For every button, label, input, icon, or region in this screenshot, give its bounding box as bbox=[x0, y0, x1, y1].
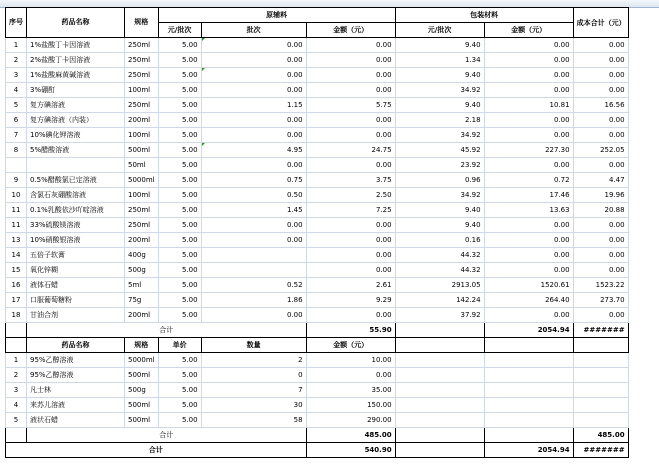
table-row bbox=[6, 38, 629, 53]
cell-amount[interactable]: 0.00 bbox=[306, 218, 395, 233]
cell-amount[interactable]: 0.00 bbox=[306, 83, 395, 98]
cell-seq[interactable]: 3 bbox=[6, 68, 27, 83]
cell-price[interactable]: 5.00 bbox=[158, 368, 201, 383]
cell-unit-batch[interactable]: 5.00 bbox=[158, 248, 201, 263]
cell-batch[interactable]: 0.00 bbox=[201, 38, 306, 53]
cell-batch[interactable]: 0.00 bbox=[201, 53, 306, 68]
cell-blank[interactable] bbox=[395, 323, 484, 338]
table-row bbox=[6, 188, 629, 203]
cell-unit-batch[interactable]: 5.00 bbox=[158, 218, 201, 233]
cell-name[interactable]: 凡士林 bbox=[27, 383, 125, 398]
cell-seq[interactable]: 3 bbox=[6, 383, 27, 398]
cell-seq[interactable]: 14 bbox=[6, 248, 27, 263]
header-unit-batch: 元/批次 bbox=[158, 23, 201, 38]
cell-spec[interactable]: 250ml bbox=[125, 98, 159, 113]
cell-batch[interactable]: 4.95 bbox=[201, 143, 306, 158]
cell-qty[interactable]: 2 bbox=[201, 353, 306, 368]
cell-cost[interactable]: 19.96 bbox=[573, 188, 628, 203]
cell-name[interactable]: 10%硝酸银溶液 bbox=[27, 233, 125, 248]
cell-pack-unit[interactable]: 142.24 bbox=[395, 293, 484, 308]
cell-amount[interactable]: 0.00 bbox=[306, 128, 395, 143]
cell-unit-batch[interactable]: 5.00 bbox=[158, 158, 201, 173]
cell-blank[interactable] bbox=[395, 428, 484, 443]
cell-cost[interactable]: 252.05 bbox=[573, 143, 628, 158]
cell-seq[interactable]: 18 bbox=[6, 308, 27, 323]
cell-seq[interactable]: 5 bbox=[6, 98, 27, 113]
cell-pack-amount[interactable]: 0.00 bbox=[484, 68, 573, 83]
table-row bbox=[6, 248, 629, 263]
cell-pack-amount[interactable]: 0.00 bbox=[484, 308, 573, 323]
cell-cost[interactable]: 0.00 bbox=[573, 218, 628, 233]
cell-name[interactable]: 0.1%乳酸依沙吖啶溶液 bbox=[27, 203, 125, 218]
cell-pack-unit[interactable]: 34.92 bbox=[395, 83, 484, 98]
cell-pack-amount[interactable]: 227.30 bbox=[484, 143, 573, 158]
cell-spec[interactable]: 100ml bbox=[125, 83, 159, 98]
table-row bbox=[6, 413, 629, 428]
cell-cost[interactable]: 1523.22 bbox=[573, 278, 628, 293]
cell-amount[interactable]: 2.50 bbox=[306, 188, 395, 203]
header2-amount[interactable]: 金额（元） bbox=[306, 338, 395, 353]
table-row bbox=[6, 83, 629, 98]
header2-name[interactable]: 药品名称 bbox=[27, 338, 125, 353]
cell-name[interactable]: 复方碘溶液 bbox=[27, 98, 125, 113]
cell-unit-batch[interactable]: 5.00 bbox=[158, 203, 201, 218]
cell-amount[interactable]: 35.00 bbox=[306, 383, 395, 398]
cell-seq[interactable]: 1 bbox=[6, 38, 27, 53]
grand-total-cost[interactable]: ####### bbox=[573, 443, 628, 458]
cell-pack-unit[interactable]: 0.96 bbox=[395, 173, 484, 188]
cell-pack-unit[interactable]: 45.92 bbox=[395, 143, 484, 158]
cell-spec[interactable]: 500ml bbox=[125, 143, 159, 158]
header-pack: 包装材料 bbox=[395, 8, 573, 23]
cell-amount[interactable]: 7.25 bbox=[306, 203, 395, 218]
cell-batch[interactable]: 1.86 bbox=[201, 293, 306, 308]
cell-batch[interactable]: 0.50 bbox=[201, 188, 306, 203]
cell-pack-unit[interactable]: 44.32 bbox=[395, 263, 484, 278]
header-batch: 批次 bbox=[201, 23, 306, 38]
cell-batch[interactable]: 0.00 bbox=[201, 308, 306, 323]
cell-spec[interactable]: 100ml bbox=[125, 188, 159, 203]
cell-blank[interactable] bbox=[484, 398, 573, 413]
cell-pack-unit[interactable]: 9.40 bbox=[395, 98, 484, 113]
grand-total-label[interactable]: 合计 bbox=[6, 443, 307, 458]
cell-cost[interactable]: 0.00 bbox=[573, 308, 628, 323]
cell-batch[interactable]: 1.15 bbox=[201, 98, 306, 113]
table-row bbox=[6, 173, 629, 188]
cell-seq[interactable]: 4 bbox=[6, 398, 27, 413]
subtotal2-row bbox=[6, 428, 629, 443]
cell-pack-amount[interactable]: 17.46 bbox=[484, 188, 573, 203]
cell-pack-amount[interactable]: 0.00 bbox=[484, 263, 573, 278]
table-row bbox=[6, 53, 629, 68]
cell-amount[interactable]: 5.75 bbox=[306, 98, 395, 113]
cell-spec[interactable]: 5000ml bbox=[125, 173, 159, 188]
cell-batch[interactable]: 0.00 bbox=[201, 113, 306, 128]
subtotal-amount[interactable]: 55.90 bbox=[306, 323, 395, 338]
cell-blank[interactable] bbox=[395, 398, 484, 413]
cell-unit-batch[interactable]: 5.00 bbox=[158, 278, 201, 293]
cell-unit-batch[interactable]: 5.00 bbox=[158, 98, 201, 113]
cell-amount[interactable]: 24.75 bbox=[306, 143, 395, 158]
cell-name[interactable]: 5%醋酸溶液 bbox=[27, 143, 125, 158]
cell-unit-batch[interactable]: 5.00 bbox=[158, 233, 201, 248]
cell-batch[interactable]: 0.00 bbox=[201, 233, 306, 248]
cell-cost[interactable]: 0.00 bbox=[573, 68, 628, 83]
cell-spec[interactable]: 250ml bbox=[125, 53, 159, 68]
cell-spec[interactable]: 500ml bbox=[125, 398, 159, 413]
cell-seq[interactable]: 10 bbox=[6, 188, 27, 203]
cell-cost[interactable]: 0.00 bbox=[573, 233, 628, 248]
cell-seq[interactable]: 1 bbox=[6, 353, 27, 368]
table-row bbox=[6, 383, 629, 398]
cell-pack-unit[interactable]: 37.92 bbox=[395, 308, 484, 323]
cell-spec[interactable]: 250ml bbox=[125, 38, 159, 53]
cell-amount[interactable]: 0.00 bbox=[306, 53, 395, 68]
cell-pack-unit[interactable]: 0.16 bbox=[395, 233, 484, 248]
cell-blank[interactable] bbox=[395, 368, 484, 383]
cell-pack-amount[interactable]: 0.00 bbox=[484, 158, 573, 173]
cell-spec[interactable]: 250ml bbox=[125, 203, 159, 218]
cell-amount[interactable]: 0.00 bbox=[306, 233, 395, 248]
cell-pack-amount[interactable]: 0.00 bbox=[484, 83, 573, 98]
cell-blank[interactable] bbox=[484, 383, 573, 398]
cost-table bbox=[5, 7, 629, 458]
cell-blank[interactable] bbox=[573, 353, 628, 368]
cell-seq[interactable]: 9 bbox=[6, 173, 27, 188]
cell-blank[interactable] bbox=[573, 413, 628, 428]
cell-blank[interactable] bbox=[573, 383, 628, 398]
cell-spec[interactable]: 200ml bbox=[125, 308, 159, 323]
header2-qty[interactable]: 数量 bbox=[201, 338, 306, 353]
cell-name[interactable]: 10%碘化钾溶液 bbox=[27, 128, 125, 143]
cell-spec[interactable]: 200ml bbox=[125, 113, 159, 128]
cell-blank[interactable] bbox=[6, 323, 27, 338]
cell-spec[interactable]: 5000ml bbox=[125, 353, 159, 368]
cell-blank[interactable] bbox=[484, 413, 573, 428]
cell-spec[interactable]: 500g bbox=[125, 263, 159, 278]
cell-pack-unit[interactable]: 2.18 bbox=[395, 113, 484, 128]
grand-total-pack-amount[interactable]: 2054.94 bbox=[484, 443, 573, 458]
subtotal-pack-amount[interactable]: 2054.94 bbox=[484, 323, 573, 338]
cell-cost[interactable]: 4.47 bbox=[573, 173, 628, 188]
cell-cost[interactable]: 0.00 bbox=[573, 83, 628, 98]
table-row bbox=[6, 308, 629, 323]
cell-cost[interactable]: 0.00 bbox=[573, 248, 628, 263]
cell-amount[interactable]: 0.00 bbox=[306, 68, 395, 83]
cell-amount[interactable]: 0.00 bbox=[306, 368, 395, 383]
table-row bbox=[6, 398, 629, 413]
cell-price[interactable]: 5.00 bbox=[158, 398, 201, 413]
cell-batch[interactable]: 0.75 bbox=[201, 173, 306, 188]
cell-amount[interactable]: 0.00 bbox=[306, 158, 395, 173]
cell-pack-unit[interactable]: 23.92 bbox=[395, 158, 484, 173]
cell-name[interactable]: 五倍子软膏 bbox=[27, 248, 125, 263]
header-unit-batch-2: 元/批次 bbox=[395, 23, 484, 38]
cell-pack-unit[interactable]: 9.40 bbox=[395, 68, 484, 83]
cell-name[interactable]: 1%盐酸麻黄碱溶液 bbox=[27, 68, 125, 83]
cell-unit-batch[interactable]: 5.00 bbox=[158, 143, 201, 158]
cell-blank[interactable] bbox=[395, 443, 484, 458]
cell-amount[interactable]: 0.00 bbox=[306, 248, 395, 263]
cell-cost[interactable]: 0.00 bbox=[573, 128, 628, 143]
cell-name[interactable]: 液状石蜡 bbox=[27, 413, 125, 428]
cell-cost[interactable]: 20.88 bbox=[573, 203, 628, 218]
cell-spec[interactable]: 5ml bbox=[125, 278, 159, 293]
cell-qty[interactable]: 30 bbox=[201, 398, 306, 413]
cell-amount[interactable]: 0.00 bbox=[306, 308, 395, 323]
table-row bbox=[6, 113, 629, 128]
cell-price[interactable]: 5.00 bbox=[158, 383, 201, 398]
cell-unit-batch[interactable]: 5.00 bbox=[158, 113, 201, 128]
table-row bbox=[6, 68, 629, 83]
cell-batch[interactable]: 0.00 bbox=[201, 218, 306, 233]
cell-seq[interactable]: 17 bbox=[6, 293, 27, 308]
cell-spec[interactable]: 100ml bbox=[125, 128, 159, 143]
cell-batch[interactable]: 1.45 bbox=[201, 203, 306, 218]
cell-cost[interactable]: 16.56 bbox=[573, 98, 628, 113]
table-row bbox=[6, 158, 629, 173]
cell-amount[interactable]: 3.75 bbox=[306, 173, 395, 188]
cell-cost[interactable]: 0.00 bbox=[573, 113, 628, 128]
header-amount-2: 金额（元） bbox=[484, 23, 573, 38]
cell-pack-unit[interactable]: 34.92 bbox=[395, 128, 484, 143]
header-raw: 原辅料 bbox=[158, 8, 395, 23]
subtotal-cost[interactable]: ####### bbox=[573, 323, 628, 338]
cell-pack-amount[interactable]: 0.00 bbox=[484, 128, 573, 143]
cell-seq[interactable]: 11 bbox=[6, 218, 27, 233]
cell-spec[interactable]: 50ml bbox=[125, 158, 159, 173]
subtotal-label[interactable]: 合计 bbox=[27, 323, 307, 338]
cell-qty[interactable]: 58 bbox=[201, 413, 306, 428]
cell-seq[interactable]: 13 bbox=[6, 233, 27, 248]
table-row bbox=[6, 353, 629, 368]
cell-cost[interactable]: 0.00 bbox=[573, 263, 628, 278]
cell-blank[interactable] bbox=[395, 353, 484, 368]
cell-blank[interactable] bbox=[484, 338, 573, 353]
cell-unit-batch[interactable]: 5.00 bbox=[158, 263, 201, 278]
header-seq: 序号 bbox=[6, 8, 27, 38]
cell-spec[interactable]: 250ml bbox=[125, 68, 159, 83]
subtotal2-amount[interactable]: 485.00 bbox=[306, 428, 395, 443]
cell-name[interactable]: 2%盐酸丁卡因溶液 bbox=[27, 53, 125, 68]
subtotal2-cost[interactable]: 485.00 bbox=[573, 428, 628, 443]
table-row bbox=[6, 218, 629, 233]
cell-blank[interactable] bbox=[484, 368, 573, 383]
cell-pack-amount[interactable]: 0.00 bbox=[484, 53, 573, 68]
cell-unit-batch[interactable]: 5.00 bbox=[158, 308, 201, 323]
cell-blank[interactable] bbox=[573, 368, 628, 383]
cell-unit-batch[interactable]: 5.00 bbox=[158, 173, 201, 188]
cell-seq[interactable]: 11 bbox=[6, 203, 27, 218]
cell-seq[interactable]: 2 bbox=[6, 368, 27, 383]
cell-seq[interactable]: 15 bbox=[6, 263, 27, 278]
cell-unit-batch[interactable]: 5.00 bbox=[158, 128, 201, 143]
grand-total-row bbox=[6, 443, 629, 458]
cell-pack-amount[interactable]: 0.72 bbox=[484, 173, 573, 188]
cell-spec[interactable]: 400g bbox=[125, 248, 159, 263]
cell-name[interactable] bbox=[27, 158, 125, 173]
cell-unit-batch[interactable]: 5.00 bbox=[158, 83, 201, 98]
cell-name[interactable]: 液体石蜡 bbox=[27, 278, 125, 293]
cell-batch[interactable]: 0.52 bbox=[201, 278, 306, 293]
cell-amount[interactable]: 0.00 bbox=[306, 38, 395, 53]
cell-pack-unit[interactable]: 9.40 bbox=[395, 38, 484, 53]
cell-seq[interactable]: 6 bbox=[6, 113, 27, 128]
cell-qty[interactable]: 7 bbox=[201, 383, 306, 398]
cell-pack-amount[interactable]: 0.00 bbox=[484, 233, 573, 248]
cell-amount[interactable]: 0.00 bbox=[306, 263, 395, 278]
cell-seq[interactable]: 5 bbox=[6, 413, 27, 428]
table-row bbox=[6, 293, 629, 308]
table-row bbox=[6, 143, 629, 158]
cell-batch[interactable]: 0.00 bbox=[201, 68, 306, 83]
cell-spec[interactable]: 75g bbox=[125, 293, 159, 308]
cell-blank[interactable] bbox=[573, 338, 628, 353]
cell-pack-unit[interactable]: 9.40 bbox=[395, 203, 484, 218]
cell-pack-amount[interactable]: 1520.61 bbox=[484, 278, 573, 293]
cell-cost[interactable]: 0.00 bbox=[573, 158, 628, 173]
cell-pack-amount[interactable]: 0.00 bbox=[484, 113, 573, 128]
cell-seq[interactable]: 4 bbox=[6, 83, 27, 98]
cell-pack-amount[interactable]: 0.00 bbox=[484, 248, 573, 263]
header-row-1 bbox=[6, 8, 629, 23]
cell-blank[interactable] bbox=[6, 428, 27, 443]
cell-pack-unit[interactable]: 2913.05 bbox=[395, 278, 484, 293]
grand-total-amount[interactable]: 540.90 bbox=[306, 443, 395, 458]
cell-pack-unit[interactable]: 9.40 bbox=[395, 218, 484, 233]
cell-blank[interactable] bbox=[6, 338, 27, 353]
cell-pack-unit[interactable]: 44.32 bbox=[395, 248, 484, 263]
cell-seq[interactable]: 2 bbox=[6, 53, 27, 68]
cell-pack-amount[interactable]: 0.00 bbox=[484, 218, 573, 233]
cell-name[interactable]: 口服葡萄糖粉 bbox=[27, 293, 125, 308]
cell-name[interactable]: 复方碘溶液（内装） bbox=[27, 113, 125, 128]
subtotal2-label[interactable]: 合计 bbox=[27, 428, 307, 443]
header-name: 药品名称 bbox=[27, 8, 125, 38]
cell-batch[interactable] bbox=[201, 263, 306, 278]
cell-blank[interactable] bbox=[395, 413, 484, 428]
header2-spec[interactable]: 规格 bbox=[125, 338, 159, 353]
cell-unit-batch[interactable]: 5.00 bbox=[158, 188, 201, 203]
cell-pack-unit[interactable]: 1.34 bbox=[395, 53, 484, 68]
cell-name[interactable]: 95%乙醇溶液 bbox=[27, 353, 125, 368]
cell-qty[interactable]: 0 bbox=[201, 368, 306, 383]
table-row bbox=[6, 278, 629, 293]
cell-pack-amount[interactable]: 0.00 bbox=[484, 38, 573, 53]
subtotal-row bbox=[6, 323, 629, 338]
cell-blank[interactable] bbox=[395, 338, 484, 353]
header2-row bbox=[6, 338, 629, 353]
cell-pack-amount[interactable]: 13.63 bbox=[484, 203, 573, 218]
cell-blank[interactable] bbox=[484, 353, 573, 368]
header-cost: 成本合计（元） bbox=[573, 8, 628, 38]
cell-seq[interactable]: 8 bbox=[6, 143, 27, 158]
cell-cost[interactable]: 0.00 bbox=[573, 53, 628, 68]
cell-name[interactable]: 0.5%醋酸氯已定溶液 bbox=[27, 173, 125, 188]
cell-cost[interactable]: 273.70 bbox=[573, 293, 628, 308]
header-amount: 金额（元） bbox=[306, 23, 395, 38]
cell-amount[interactable]: 9.29 bbox=[306, 293, 395, 308]
cell-name[interactable]: 含氯石灰硼酸溶液 bbox=[27, 188, 125, 203]
cell-amount[interactable]: 290.00 bbox=[306, 413, 395, 428]
table-row bbox=[6, 128, 629, 143]
cell-spec[interactable]: 200ml bbox=[125, 233, 159, 248]
table-row bbox=[6, 98, 629, 113]
cell-name[interactable]: 33%硫酸镁溶液 bbox=[27, 218, 125, 233]
cell-unit-batch[interactable]: 5.00 bbox=[158, 38, 201, 53]
cell-name[interactable]: 甘油合剂 bbox=[27, 308, 125, 323]
cell-name[interactable]: 95%乙醇溶液 bbox=[27, 368, 125, 383]
cell-blank[interactable] bbox=[395, 383, 484, 398]
cell-spec[interactable]: 500ml bbox=[125, 368, 159, 383]
table-row bbox=[6, 263, 629, 278]
cell-cost[interactable]: 0.00 bbox=[573, 38, 628, 53]
cell-unit-batch[interactable]: 5.00 bbox=[158, 68, 201, 83]
cell-pack-unit[interactable]: 34.92 bbox=[395, 188, 484, 203]
cell-name[interactable]: 3%硼酊 bbox=[27, 83, 125, 98]
cell-spec[interactable]: 500g bbox=[125, 383, 159, 398]
cell-batch[interactable]: 0.00 bbox=[201, 83, 306, 98]
cell-blank[interactable] bbox=[573, 398, 628, 413]
table-row bbox=[6, 203, 629, 218]
header2-price[interactable]: 单价 bbox=[158, 338, 201, 353]
cell-name[interactable]: 来苏儿溶液 bbox=[27, 398, 125, 413]
table-row bbox=[6, 368, 629, 383]
cell-price[interactable]: 5.00 bbox=[158, 413, 201, 428]
cell-seq[interactable]: 16 bbox=[6, 278, 27, 293]
cell-unit-batch[interactable]: 5.00 bbox=[158, 53, 201, 68]
cell-pack-amount[interactable]: 264.40 bbox=[484, 293, 573, 308]
cell-amount[interactable]: 2.61 bbox=[306, 278, 395, 293]
cell-batch[interactable]: 0.00 bbox=[201, 158, 306, 173]
cell-name[interactable]: 氧化锌糊 bbox=[27, 263, 125, 278]
cell-pack-amount[interactable]: 10.81 bbox=[484, 98, 573, 113]
table-row bbox=[6, 233, 629, 248]
cell-batch[interactable] bbox=[201, 248, 306, 263]
cell-blank[interactable] bbox=[484, 428, 573, 443]
header-spec: 规格 bbox=[125, 8, 159, 38]
cell-price[interactable]: 5.00 bbox=[158, 353, 201, 368]
cell-unit-batch[interactable]: 5.00 bbox=[158, 293, 201, 308]
cell-amount[interactable]: 150.00 bbox=[306, 398, 395, 413]
cell-spec[interactable]: 500ml bbox=[125, 413, 159, 428]
cell-batch[interactable]: 0.00 bbox=[201, 128, 306, 143]
cell-spec[interactable]: 250ml bbox=[125, 218, 159, 233]
cell-name[interactable]: 1%盐酸丁卡因溶液 bbox=[27, 38, 125, 53]
cell-seq[interactable]: 7 bbox=[6, 128, 27, 143]
cell-amount[interactable]: 0.00 bbox=[306, 113, 395, 128]
cell-seq[interactable] bbox=[6, 158, 27, 173]
cell-amount[interactable]: 10.00 bbox=[306, 353, 395, 368]
